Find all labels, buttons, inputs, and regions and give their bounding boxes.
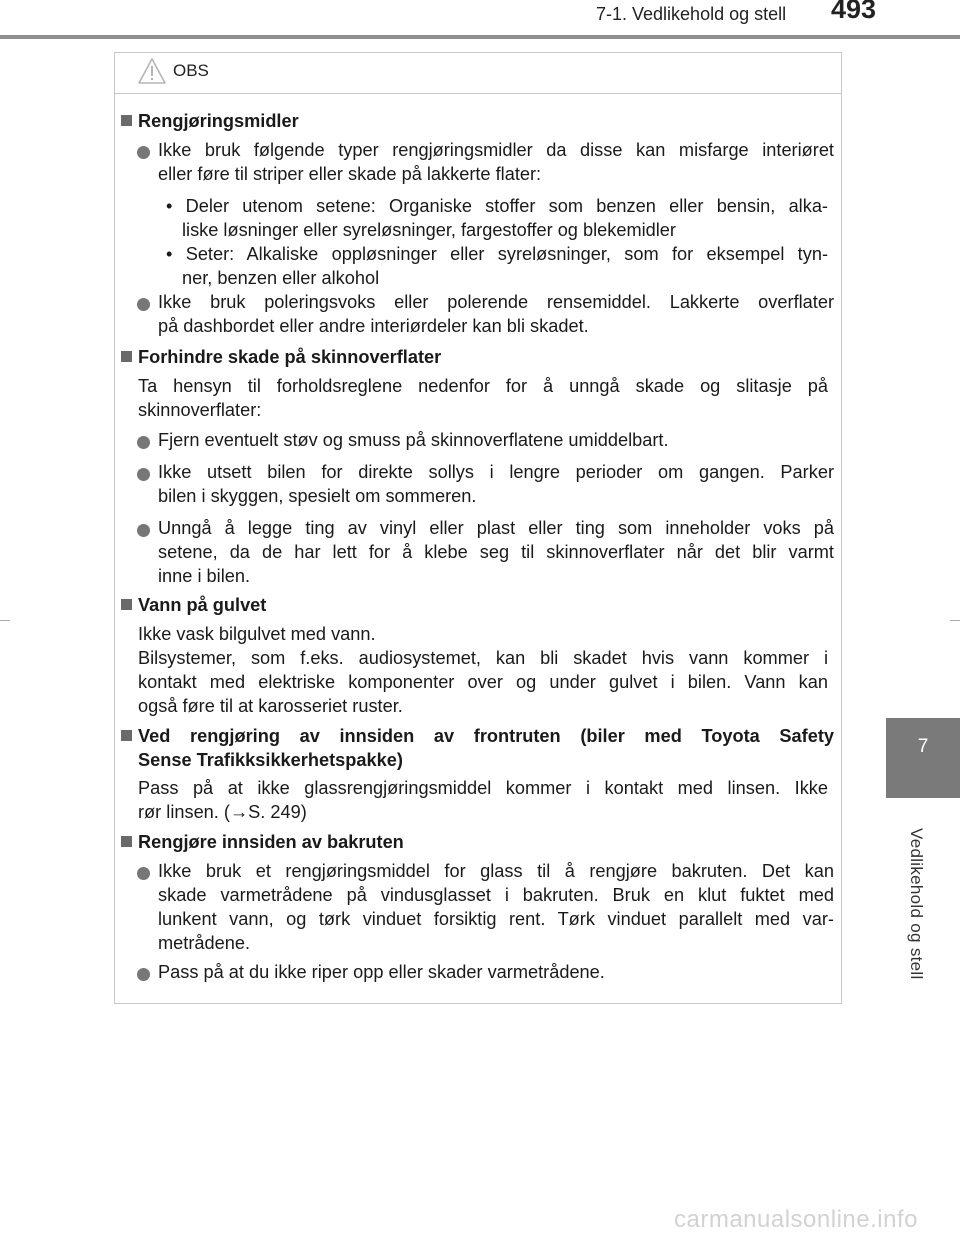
bullet-dot-icon — [137, 293, 150, 317]
page-number: 493 — [831, 0, 877, 24]
body-line: skinnoverflater: — [138, 400, 262, 420]
body-line: Pass på at ikke glassrengjøringsmiddel kommer i kontakt med linsen. Ikke — [138, 778, 828, 798]
watermark: carmanualsonline.info — [674, 1206, 918, 1233]
body-line: inne i bilen. — [158, 566, 251, 586]
crop-mark-right — [950, 620, 960, 621]
body-line: metrådene. — [158, 933, 251, 953]
sub-bullet-line: ner, benzen eller alkohol — [182, 268, 380, 288]
sub-bullet-line: • Seter: Alkaliske oppløsninger eller syreløsninger, som for eksempel tyn- — [166, 244, 828, 264]
sub-bullet-line: liske løsninger eller syreløsninger, fargestoffer og blekemidler — [182, 220, 676, 240]
body-line: Pass på at du ikke riper opp eller skader varmetrådene. — [158, 962, 605, 982]
section-heading: Vann på gulvet — [121, 593, 266, 617]
warning-triangle-icon — [137, 57, 167, 85]
header-rule — [0, 35, 960, 39]
body-line: Ikke bruk poleringsvoks eller polerende rensemiddel. Lakkerte overflater — [158, 292, 834, 312]
square-bullet-icon — [121, 599, 132, 610]
caution-header — [115, 53, 841, 94]
chapter-label: Vedlikehold og stell — [907, 828, 926, 980]
body-line: Unngå å legge ting av vinyl eller plast eller ting som inneholder voks på — [158, 518, 834, 538]
bullet-dot-icon — [137, 463, 150, 487]
body-line: rør linsen. (→S. 249) — [138, 802, 307, 822]
body-line: Bilsystemer, som f.eks. audiosystemet, kan bli skadet hvis vann kommer i — [138, 648, 828, 668]
sub-bullet-line: • Deler utenom setene: Organiske stoffer som benzen eller bensin, alka- — [166, 196, 828, 216]
body-line: også føre til at karosseriet ruster. — [138, 696, 403, 716]
square-bullet-icon — [121, 730, 132, 741]
body-line: Ikke bruk følgende typer rengjøringsmidler da disse kan misfarge interiøret — [158, 140, 834, 160]
body-line: kontakt med elektriske komponenter over og under gulvet i bilen. Vann kan — [138, 672, 828, 692]
bullet-dot-icon — [137, 431, 150, 455]
bullet-dot-icon — [137, 519, 150, 543]
body-line: på dashbordet eller andre interiørdeler kan bli skadet. — [158, 316, 589, 336]
caution-label: OBS — [173, 61, 209, 80]
bullet-dot-icon — [137, 963, 150, 987]
body-line: Ikke bruk et rengjøringsmiddel for glass til å rengjøre bakruten. Det kan — [158, 861, 834, 881]
square-bullet-icon — [121, 836, 132, 847]
bullet-dot-icon — [137, 862, 150, 886]
body-line: bilen i skyggen, spesielt om sommeren. — [158, 486, 477, 506]
body-line: skade varmetrådene på vindusglasset i bakruten. Bruk en klut fuktet med — [158, 885, 834, 905]
section-heading: Forhindre skade på skinnoverflater — [121, 345, 441, 369]
chapter-tab — [886, 718, 960, 798]
section-heading: Ved rengjøring av innsiden av frontruten (biler med Toyota Safety — [121, 724, 834, 748]
body-line: Ikke vask bilgulvet med vann. — [138, 624, 376, 644]
body-line: Ta hensyn til forholdsreglene nedenfor for å unngå skade og slitasje på — [138, 376, 828, 396]
section-title: 7-1. Vedlikehold og stell — [596, 4, 787, 24]
chapter-number: 7 — [917, 736, 929, 757]
section-heading: Rengjøringsmidler — [121, 109, 299, 133]
section-heading: Rengjøre innsiden av bakruten — [121, 830, 404, 854]
section-heading-continued: Sense Trafikksikkerhetspakke) — [138, 750, 403, 770]
square-bullet-icon — [121, 351, 132, 362]
body-line: eller føre til striper eller skade på lakkerte flater: — [158, 164, 542, 184]
body-line: Ikke utsett bilen for direkte sollys i lengre perioder om gangen. Parker — [158, 462, 834, 482]
bullet-dot-icon — [137, 141, 150, 165]
body-line: setene, da de har lett for å klebe seg til skinnoverflater når det blir varmt — [158, 542, 834, 562]
square-bullet-icon — [121, 115, 132, 126]
body-line: Fjern eventuelt støv og smuss på skinnoverflatene umiddelbart. — [158, 430, 669, 450]
crop-mark-left — [0, 620, 10, 621]
body-line: lunkent vann, og tørk vinduet forsiktig rent. Tørk vinduet parallelt med var- — [158, 909, 834, 929]
